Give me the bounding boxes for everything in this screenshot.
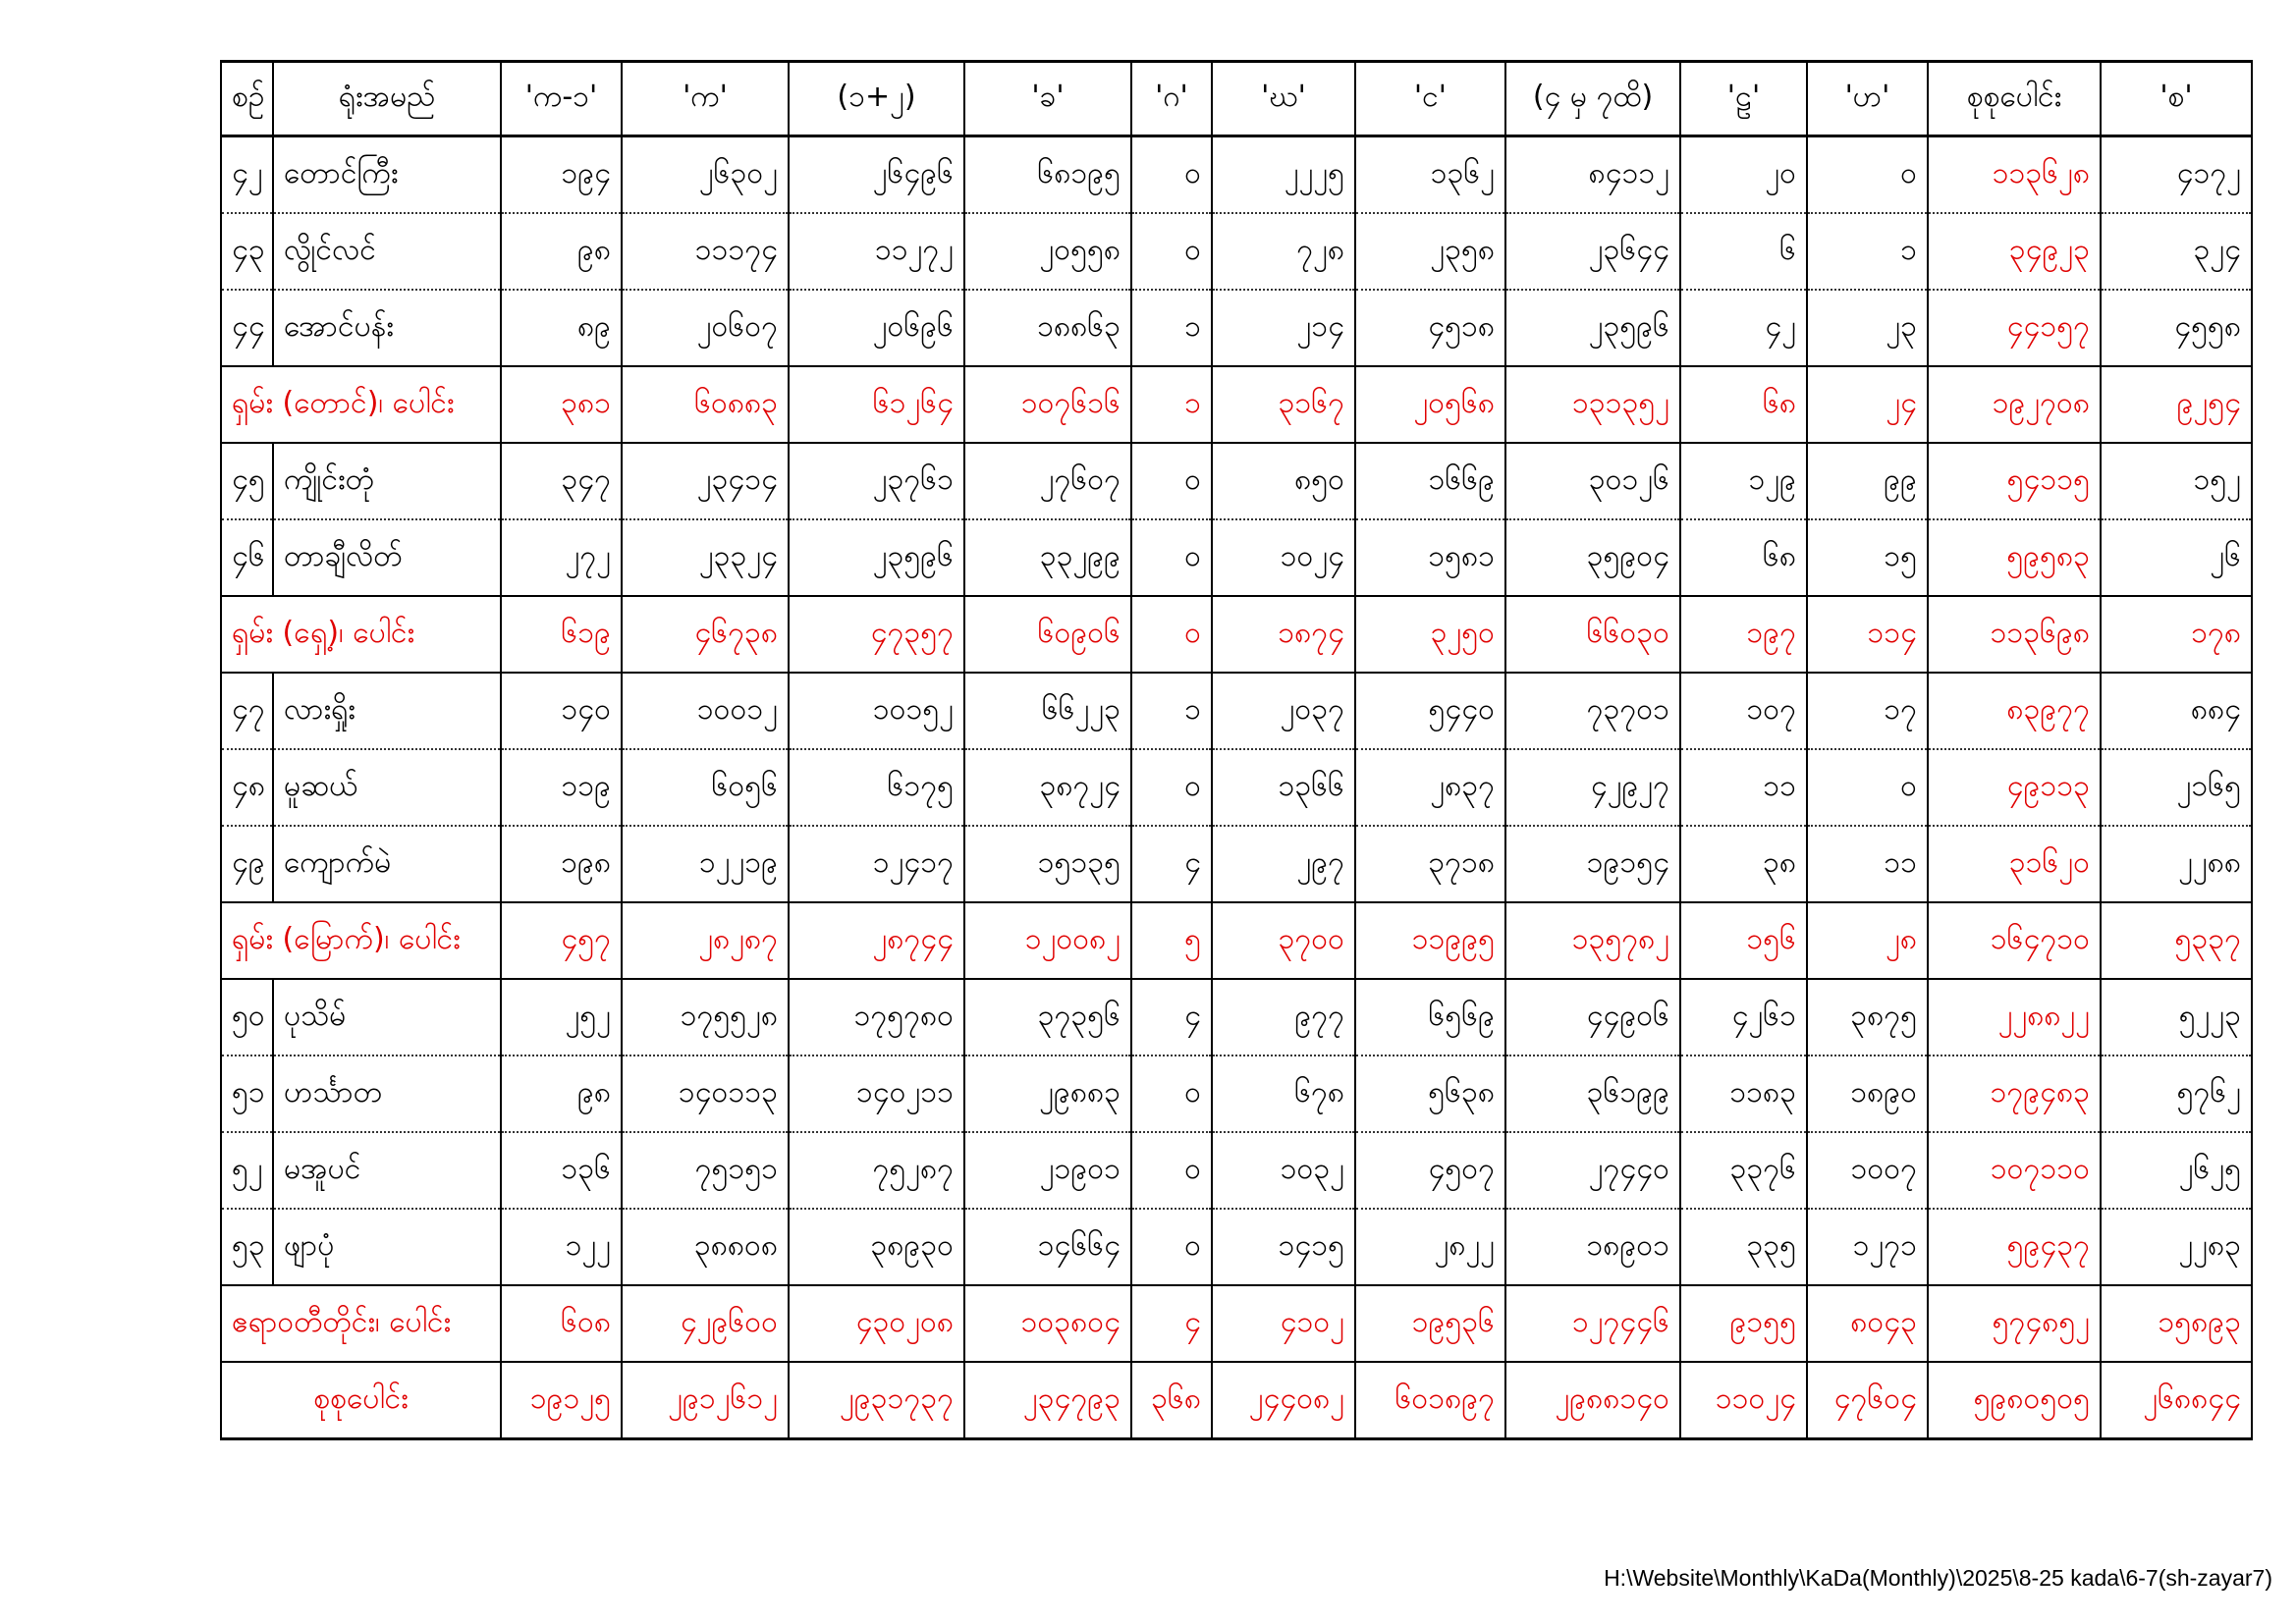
value-cell: ၃၂၄ <box>2101 213 2252 290</box>
report-table-container <box>220 60 2251 1440</box>
value-cell: ၀ <box>1131 443 1212 519</box>
value-cell: ၄၇၃၅၇ <box>789 596 964 673</box>
value-cell: ၆ <box>1680 213 1807 290</box>
value-cell: ၆၆၀၃၀ <box>1505 596 1680 673</box>
value-cell: ၄၅၁၈ <box>1355 290 1505 366</box>
value-cell: ၃၇၁၈ <box>1355 826 1505 902</box>
table-row <box>221 213 2252 290</box>
value-cell: ၃၄၉၂၃ <box>1928 213 2101 290</box>
value-cell: ၅၉၈၀၅၀၅ <box>1928 1362 2101 1439</box>
value-cell: ၈၅၀ <box>1212 443 1355 519</box>
file-path-footer: H:\Website\Monthly\KaDa(Monthly)\2025\8-25 kada\6-7(sh-zayar7) <box>1604 1565 2272 1591</box>
value-cell: ၄ <box>1131 826 1212 902</box>
office-name: မူဆယ် <box>273 749 501 826</box>
value-cell: ၂၁၉၀၁ <box>964 1132 1131 1209</box>
value-cell: ၅ <box>1131 902 1212 979</box>
value-cell: ၁၁၃၆၂၈ <box>1928 136 2101 214</box>
value-cell: ၂၂၈၃ <box>2101 1209 2252 1285</box>
value-cell: ၅၆၃၈ <box>1355 1056 1505 1132</box>
value-cell: ၆၈ <box>1680 519 1807 596</box>
table-row <box>221 749 2252 826</box>
office-name: တောင်ကြီး <box>273 136 501 214</box>
value-cell: ၁၀၇ <box>1680 673 1807 749</box>
value-cell: ၂၀၆၉၆ <box>789 290 964 366</box>
value-cell: ၇၅၁၅၁ <box>622 1132 789 1209</box>
value-cell: ၇၂၈ <box>1212 213 1355 290</box>
value-cell: ၀ <box>1131 213 1212 290</box>
value-cell: ၉၇၇ <box>1212 979 1355 1056</box>
value-cell: ၅၇၆၂ <box>2101 1056 2252 1132</box>
value-cell: ၁၂၉ <box>1680 443 1807 519</box>
value-cell: ၃၃၂၉၉ <box>964 519 1131 596</box>
grand-total-label: စုစုပေါင်း <box>221 1362 501 1439</box>
value-cell: ၂၉၁၂၆၁၂ <box>622 1362 789 1439</box>
value-cell: ၁၁၉ <box>501 749 622 826</box>
row-code: ၄၅ <box>221 443 273 519</box>
value-cell: ၁ <box>1131 673 1212 749</box>
value-cell: ၁၀၇၆၁၆ <box>964 366 1131 443</box>
value-cell: ၂၁၆၅ <box>2101 749 2252 826</box>
value-cell: ၁၀၀၇ <box>1807 1132 1928 1209</box>
value-cell: ၁၇၉၄၈၃ <box>1928 1056 2101 1132</box>
office-name: ကျိုင်းတုံ <box>273 443 501 519</box>
value-cell: ၆၀၈၈၃ <box>622 366 789 443</box>
value-cell: ၂၀၃၇ <box>1212 673 1355 749</box>
value-cell: ၃၄၇ <box>501 443 622 519</box>
value-cell: ၁၂၇၁ <box>1807 1209 1928 1285</box>
value-cell: ၀ <box>1131 1056 1212 1132</box>
subtotal-row <box>221 596 2252 673</box>
value-cell: ၆၁၇၅ <box>789 749 964 826</box>
table-row <box>221 136 2252 214</box>
value-cell: ၄၃၀၂၀၈ <box>789 1285 964 1362</box>
value-cell: ၉၂၅၄ <box>2101 366 2252 443</box>
value-cell: ၁၉၈ <box>501 826 622 902</box>
office-name: ဟင်္သာတ <box>273 1056 501 1132</box>
value-cell: ၇၅၂၈၇ <box>789 1132 964 1209</box>
value-cell: ၃၂၅၀ <box>1355 596 1505 673</box>
value-cell: ၆၁၉ <box>501 596 622 673</box>
table-row <box>221 826 2252 902</box>
value-cell: ၂၀ <box>1680 136 1807 214</box>
value-cell: ၁၁၃၆၉၈ <box>1928 596 2101 673</box>
value-cell: ၂၅၂ <box>501 979 622 1056</box>
value-cell: ၄၉၁၁၃ <box>1928 749 2101 826</box>
value-cell: ၁၄၀ <box>501 673 622 749</box>
value-cell: ၆၀၉၀၆ <box>964 596 1131 673</box>
value-cell: ၁၀၂၄ <box>1212 519 1355 596</box>
value-cell: ၁၉၁၅၄ <box>1505 826 1680 902</box>
value-cell: ၁ <box>1131 290 1212 366</box>
value-cell: ၁၆၄၇၁၀ <box>1928 902 2101 979</box>
office-name: လွိုင်လင် <box>273 213 501 290</box>
column-header: ရုံးအမည် <box>273 62 501 136</box>
value-cell: ၁ <box>1131 366 1212 443</box>
value-cell: ၆၆၂၂၃ <box>964 673 1131 749</box>
value-cell: ၅၂၂၃ <box>2101 979 2252 1056</box>
value-cell: ၁၅ <box>1807 519 1928 596</box>
value-cell: ၉၈ <box>501 213 622 290</box>
column-header: 'ဂ' <box>1131 62 1212 136</box>
value-cell: ၀ <box>1131 519 1212 596</box>
column-header: 'ဠ' <box>1680 62 1807 136</box>
office-name: ကျောက်မဲ <box>273 826 501 902</box>
table-body <box>221 136 2252 1439</box>
value-cell: ၁၁၈၃ <box>1680 1056 1807 1132</box>
column-header: စဉ် <box>221 62 273 136</box>
row-code: ၅၁ <box>221 1056 273 1132</box>
value-cell: ၁၈၉၀ <box>1807 1056 1928 1132</box>
value-cell: ၂၃၅၉၆ <box>789 519 964 596</box>
value-cell: ၁၀၃၂ <box>1212 1132 1355 1209</box>
value-cell: ၃၇၀၀ <box>1212 902 1355 979</box>
value-cell: ၁၃၆၆ <box>1212 749 1355 826</box>
table-row <box>221 673 2252 749</box>
column-header: 'က' <box>622 62 789 136</box>
value-cell: ၂၃၆၄၄ <box>1505 213 1680 290</box>
report-table <box>220 60 2253 1440</box>
column-header: စုစုပေါင်း <box>1928 62 2101 136</box>
value-cell: ၃၈၁ <box>501 366 622 443</box>
value-cell: ၂၈၇၄၄ <box>789 902 964 979</box>
value-cell: ၂၇၂ <box>501 519 622 596</box>
value-cell: ၁၉၄ <box>501 136 622 214</box>
column-header: 'ဃ' <box>1212 62 1355 136</box>
value-cell: ၂၃၅၈ <box>1355 213 1505 290</box>
value-cell: ၆၀၅၆ <box>622 749 789 826</box>
value-cell: ၁၁၄ <box>1807 596 1928 673</box>
value-cell: ၃၇၃၅၆ <box>964 979 1131 1056</box>
value-cell: ၂၃၇၆၁ <box>789 443 964 519</box>
row-code: ၄၆ <box>221 519 273 596</box>
value-cell: ၄၂၉၂၇ <box>1505 749 1680 826</box>
value-cell: ၁၅၂ <box>2101 443 2252 519</box>
value-cell: ၈၈၄ <box>2101 673 2252 749</box>
value-cell: ၄၁၇၂ <box>2101 136 2252 214</box>
value-cell: ၁၇၅၇၈၀ <box>789 979 964 1056</box>
value-cell: ၅၇၄၈၅၂ <box>1928 1285 2101 1362</box>
value-cell: ၄၄၁၅၇ <box>1928 290 2101 366</box>
row-code: ၅၃ <box>221 1209 273 1285</box>
table-row <box>221 1209 2252 1285</box>
value-cell: ၂၂၂၅ <box>1212 136 1355 214</box>
value-cell: ၂၂၈၈၂၂ <box>1928 979 2101 1056</box>
value-cell: ၁၄၁၅ <box>1212 1209 1355 1285</box>
value-cell: ၁၉၂၇၀၈ <box>1928 366 2101 443</box>
value-cell: ၂၃၅၉၆ <box>1505 290 1680 366</box>
column-header: 'က-၁' <box>501 62 622 136</box>
value-cell: ၁၃၅၇၈၂ <box>1505 902 1680 979</box>
value-cell: ၁၀၀၁၂ <box>622 673 789 749</box>
value-cell: ၄၂၆၁ <box>1680 979 1807 1056</box>
row-code: ၄၈ <box>221 749 273 826</box>
value-cell: ၈၄၁၁၂ <box>1505 136 1680 214</box>
value-cell: ၁၃၆ <box>501 1132 622 1209</box>
header-row <box>221 62 2252 136</box>
subtotal-label: ဧရာဝတီတိုင်း၊ ပေါင်း <box>221 1285 501 1362</box>
column-header: 'စ' <box>2101 62 2252 136</box>
value-cell: ၁ <box>1807 213 1928 290</box>
value-cell: ၃၆၈ <box>1131 1362 1212 1439</box>
row-code: ၄၇ <box>221 673 273 749</box>
value-cell: ၁၅၆ <box>1680 902 1807 979</box>
value-cell: ၆၀၈ <box>501 1285 622 1362</box>
value-cell: ၆၁၂၆၄ <box>789 366 964 443</box>
value-cell: ၃၈၇၅ <box>1807 979 1928 1056</box>
value-cell: ၁၅၈၁ <box>1355 519 1505 596</box>
office-name: အောင်ပန်း <box>273 290 501 366</box>
value-cell: ၁၇ <box>1807 673 1928 749</box>
value-cell: ၂၄ <box>1807 366 1928 443</box>
table-row <box>221 443 2252 519</box>
office-name: ပုသိမ် <box>273 979 501 1056</box>
value-cell: ၆၇၈ <box>1212 1056 1355 1132</box>
value-cell: ၄၄၉၀၆ <box>1505 979 1680 1056</box>
value-cell: ၉၉ <box>1807 443 1928 519</box>
value-cell: ၈၉ <box>501 290 622 366</box>
value-cell: ၁၉၇ <box>1680 596 1807 673</box>
table-row <box>221 1056 2252 1132</box>
subtotal-row <box>221 1285 2252 1362</box>
office-name: တာချီလိတ် <box>273 519 501 596</box>
value-cell: ၆၅၆၉ <box>1355 979 1505 1056</box>
value-cell: ၈၃၉၇၇ <box>1928 673 2101 749</box>
value-cell: ၉၈ <box>501 1056 622 1132</box>
office-name: ဖျာပုံ <box>273 1209 501 1285</box>
value-cell: ၂၁၄ <box>1212 290 1355 366</box>
value-cell: ၃၁၆၂၀ <box>1928 826 2101 902</box>
value-cell: ၂၆၂၅ <box>2101 1132 2252 1209</box>
row-code: ၅၂ <box>221 1132 273 1209</box>
value-cell: ၁၀၃၈၀၄ <box>964 1285 1131 1362</box>
value-cell: ၁၉၁၂၅ <box>501 1362 622 1439</box>
table-row <box>221 979 2252 1056</box>
table-row <box>221 290 2252 366</box>
value-cell: ၄ <box>1131 1285 1212 1362</box>
value-cell: ၄၅၅၈ <box>2101 290 2252 366</box>
value-cell: ၂၃ <box>1807 290 1928 366</box>
value-cell: ၀ <box>1131 136 1212 214</box>
value-cell: ၄၆၇၃၈ <box>622 596 789 673</box>
column-header: (၁+၂) <box>789 62 964 136</box>
value-cell: ၁၁၉၉၅ <box>1355 902 1505 979</box>
value-cell: ၂၈၂၈၇ <box>622 902 789 979</box>
value-cell: ၀ <box>1131 596 1212 673</box>
row-code: ၅၀ <box>221 979 273 1056</box>
value-cell: ၂၃၄၁၄ <box>622 443 789 519</box>
value-cell: ၁၃၁၃၅၂ <box>1505 366 1680 443</box>
value-cell: ၆၈၁၉၅ <box>964 136 1131 214</box>
column-header: (၄ မှ ၇ထိ) <box>1505 62 1680 136</box>
value-cell: ၁၈၉၀၁ <box>1505 1209 1680 1285</box>
value-cell: ၁၂၂၁၉ <box>622 826 789 902</box>
value-cell: ၁၀၁၅၂ <box>789 673 964 749</box>
value-cell: ၀ <box>1131 749 1212 826</box>
value-cell: ၁၅၈၉၃ <box>2101 1285 2252 1362</box>
value-cell: ၁၁၂၇၂ <box>789 213 964 290</box>
value-cell: ၁၈၈၆၃ <box>964 290 1131 366</box>
table-row <box>221 1132 2252 1209</box>
value-cell: ၂၆၃၀၂ <box>622 136 789 214</box>
value-cell: ၂၈၃၇ <box>1355 749 1505 826</box>
value-cell: ၂၆၄၉၆ <box>789 136 964 214</box>
row-code: ၄၂ <box>221 136 273 214</box>
value-cell: ၁၂၄၁၇ <box>789 826 964 902</box>
value-cell: ၁၂၂ <box>501 1209 622 1285</box>
subtotal-label: ရှမ်း (တောင်)၊ ပေါင်း <box>221 366 501 443</box>
value-cell: ၃၆၁၉၉ <box>1505 1056 1680 1132</box>
value-cell: ၂၈ <box>1807 902 1928 979</box>
value-cell: ၁၂၀၀၈၂ <box>964 902 1131 979</box>
value-cell: ၁၂၇၄၄၆ <box>1505 1285 1680 1362</box>
value-cell: ၂၀၅၅၈ <box>964 213 1131 290</box>
value-cell: ၃၅၉၀၄ <box>1505 519 1680 596</box>
value-cell: ၃၃၇၆ <box>1680 1132 1807 1209</box>
value-cell: ၉၁၅၅ <box>1680 1285 1807 1362</box>
value-cell: ၁၉၅၃၆ <box>1355 1285 1505 1362</box>
value-cell: ၄၅၀၇ <box>1355 1132 1505 1209</box>
value-cell: ၄၇၆၀၄ <box>1807 1362 1928 1439</box>
value-cell: ၄၁၀၂ <box>1212 1285 1355 1362</box>
value-cell: ၂၈၂၂ <box>1355 1209 1505 1285</box>
value-cell: ၂၉၈၈၁၄၀ <box>1505 1362 1680 1439</box>
value-cell: ၀ <box>1131 1209 1212 1285</box>
value-cell: ၁၇၈ <box>2101 596 2252 673</box>
value-cell: ၂၉၇ <box>1212 826 1355 902</box>
value-cell: ၃၃၅ <box>1680 1209 1807 1285</box>
value-cell: ၀ <box>1807 136 1928 214</box>
value-cell: ၂၆၈၈၄၄ <box>2101 1362 2252 1439</box>
subtotal-label: ရှမ်း (ရှေ့)၊ ပေါင်း <box>221 596 501 673</box>
value-cell: ၆၀၁၈၉၇ <box>1355 1362 1505 1439</box>
row-code: ၄၉ <box>221 826 273 902</box>
value-cell: ၁၃၆၂ <box>1355 136 1505 214</box>
value-cell: ၁၈၇၄ <box>1212 596 1355 673</box>
value-cell: ၄၂၉၆၀၀ <box>622 1285 789 1362</box>
value-cell: ၃၈ <box>1680 826 1807 902</box>
value-cell: ၂၃၄၇၉၃ <box>964 1362 1131 1439</box>
grand-total-row <box>221 1362 2252 1439</box>
value-cell: ၁၁ <box>1807 826 1928 902</box>
subtotal-row <box>221 366 2252 443</box>
value-cell: ၃၁၆၇ <box>1212 366 1355 443</box>
value-cell: ၁၆၆၉ <box>1355 443 1505 519</box>
subtotal-row <box>221 902 2252 979</box>
row-code: ၄၄ <box>221 290 273 366</box>
value-cell: ၄၅၇ <box>501 902 622 979</box>
value-cell: ၂၉၈၈၃ <box>964 1056 1131 1132</box>
value-cell: ၂၀၆၀၇ <box>622 290 789 366</box>
value-cell: ၇၃၇၀၁ <box>1505 673 1680 749</box>
value-cell: ၆၈ <box>1680 366 1807 443</box>
value-cell: ၁၄၆၆၄ <box>964 1209 1131 1285</box>
value-cell: ၃၀၁၂၆ <box>1505 443 1680 519</box>
value-cell: ၁၅၁၃၅ <box>964 826 1131 902</box>
value-cell: ၂၆ <box>2101 519 2252 596</box>
row-code: ၄၃ <box>221 213 273 290</box>
value-cell: ၁၀၇၁၁၀ <box>1928 1132 2101 1209</box>
column-header: 'ဟ' <box>1807 62 1928 136</box>
value-cell: ၀ <box>1131 1132 1212 1209</box>
value-cell: ၁၁၀၂၄ <box>1680 1362 1807 1439</box>
column-header: 'င' <box>1355 62 1505 136</box>
value-cell: ၃၈၈၀၈ <box>622 1209 789 1285</box>
value-cell: ၀ <box>1807 749 1928 826</box>
value-cell: ၁၄၀၂၁၁ <box>789 1056 964 1132</box>
office-name: လားရှိုး <box>273 673 501 749</box>
value-cell: ၂၉၃၁၇၃၇ <box>789 1362 964 1439</box>
value-cell: ၄၂ <box>1680 290 1807 366</box>
value-cell: ၂၀၅၆၈ <box>1355 366 1505 443</box>
value-cell: ၂၂၈၈ <box>2101 826 2252 902</box>
table-row <box>221 519 2252 596</box>
value-cell: ၁၄၀၁၁၃ <box>622 1056 789 1132</box>
value-cell: ၅၃၃၇ <box>2101 902 2252 979</box>
column-header: 'ခ' <box>964 62 1131 136</box>
value-cell: ၈၀၄၃ <box>1807 1285 1928 1362</box>
value-cell: ၁၇၅၅၂၈ <box>622 979 789 1056</box>
value-cell: ၅၉၄၃၇ <box>1928 1209 2101 1285</box>
value-cell: ၅၄၁၁၅ <box>1928 443 2101 519</box>
value-cell: ၁၁၁၇၄ <box>622 213 789 290</box>
value-cell: ၂၄၄၀၈၂ <box>1212 1362 1355 1439</box>
value-cell: ၃၈၉၃၀ <box>789 1209 964 1285</box>
value-cell: ၂၃၃၂၄ <box>622 519 789 596</box>
value-cell: ၂၇၆၀၇ <box>964 443 1131 519</box>
subtotal-label: ရှမ်း (မြောက်)၊ ပေါင်း <box>221 902 501 979</box>
value-cell: ၄ <box>1131 979 1212 1056</box>
value-cell: ၃၈၇၂၄ <box>964 749 1131 826</box>
office-name: မအူပင် <box>273 1132 501 1209</box>
value-cell: ၅၉၅၈၃ <box>1928 519 2101 596</box>
value-cell: ၂၇၄၄၀ <box>1505 1132 1680 1209</box>
value-cell: ၁၁ <box>1680 749 1807 826</box>
value-cell: ၅၄၄၀ <box>1355 673 1505 749</box>
